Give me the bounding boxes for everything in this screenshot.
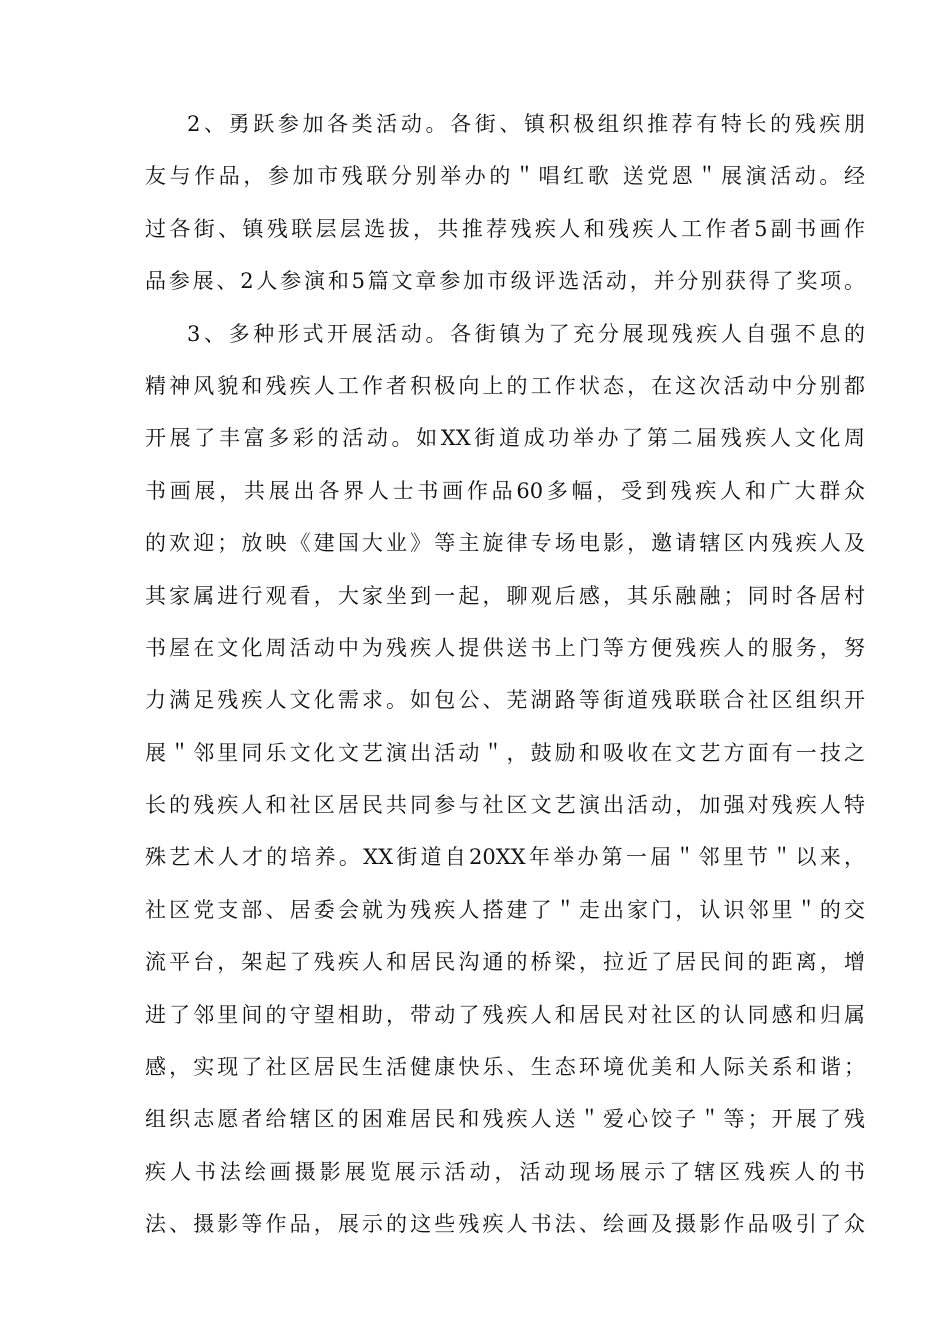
text-line: 感，实现了社区居民生活健康快乐、生态环境优美和人际关系和谐； xyxy=(145,1055,865,1080)
paragraph-2 xyxy=(145,308,865,1251)
text-line: 书屋在文化周活动中为残疾人提供送书上门等方便残疾人的服务，努 xyxy=(145,635,865,660)
text-line: 展＂邻里同乐文化文艺演出活动＂，鼓励和吸收在文艺方面有一技之 xyxy=(145,740,865,765)
text-line: 长的残疾人和社区居民共同参与社区文艺演出活动，加强对残疾人特 xyxy=(145,793,865,818)
text-line: 的欢迎；放映《建国大业》等主旋律专场电影，邀请辖区内残疾人及 xyxy=(145,531,865,556)
text-line: 社区党支部、居委会就为残疾人搭建了＂走出家门，认识邻里＂的交 xyxy=(145,897,865,922)
text-line: 品参展、2人参演和5篇文章参加市级评选活动，并分别获得了奖项。 xyxy=(145,269,865,294)
text-line: 其家属进行观看，大家坐到一起，聊观后感，其乐融融；同时各居村 xyxy=(145,583,865,608)
text-line: 疾人书法绘画摄影展览展示活动，活动现场展示了辖区残疾人的书 xyxy=(145,1159,865,1184)
text-line: 精神风貌和残疾人工作者积极向上的工作状态，在这次活动中分别都 xyxy=(145,373,865,398)
text-line: 殊艺术人才的培养。XX街道自20XX年举办第一届＂邻里节＂以来， xyxy=(145,845,865,870)
text-line: 开展了丰富多彩的活动。如XX街道成功举办了第二届残疾人文化周 xyxy=(145,426,865,451)
text-line: 流平台，架起了残疾人和居民沟通的桥梁，拉近了居民间的距离，增 xyxy=(145,950,865,975)
text-line: 过各街、镇残联层层选拔，共推荐残疾人和残疾人工作者5副书画作 xyxy=(145,216,865,241)
text-line: 3、多种形式开展活动。各街镇为了充分展现残疾人自强不息的 xyxy=(187,321,865,346)
text-line: 友与作品，参加市残联分别举办的＂唱红歌 送党恩＂展演活动。经 xyxy=(145,164,865,189)
text-line: 法、摄影等作品，展示的这些残疾人书法、绘画及摄影作品吸引了众 xyxy=(145,1212,865,1237)
text-line: 组织志愿者给辖区的困难居民和残疾人送＂爱心饺子＂等；开展了残 xyxy=(145,1107,865,1132)
text-line: 书画展，共展出各界人士书画作品60多幅，受到残疾人和广大群众 xyxy=(145,478,865,503)
text-line: 2、勇跃参加各类活动。各街、镇积极组织推荐有特长的残疾朋 xyxy=(187,112,865,136)
paragraph-1 xyxy=(145,98,865,308)
body-text xyxy=(145,98,865,1251)
text-line: 进了邻里间的守望相助，带动了残疾人和居民对社区的认同感和归属 xyxy=(145,1002,865,1027)
text-line: 力满足残疾人文化需求。如包公、芜湖路等街道残联联合社区组织开 xyxy=(145,688,865,713)
